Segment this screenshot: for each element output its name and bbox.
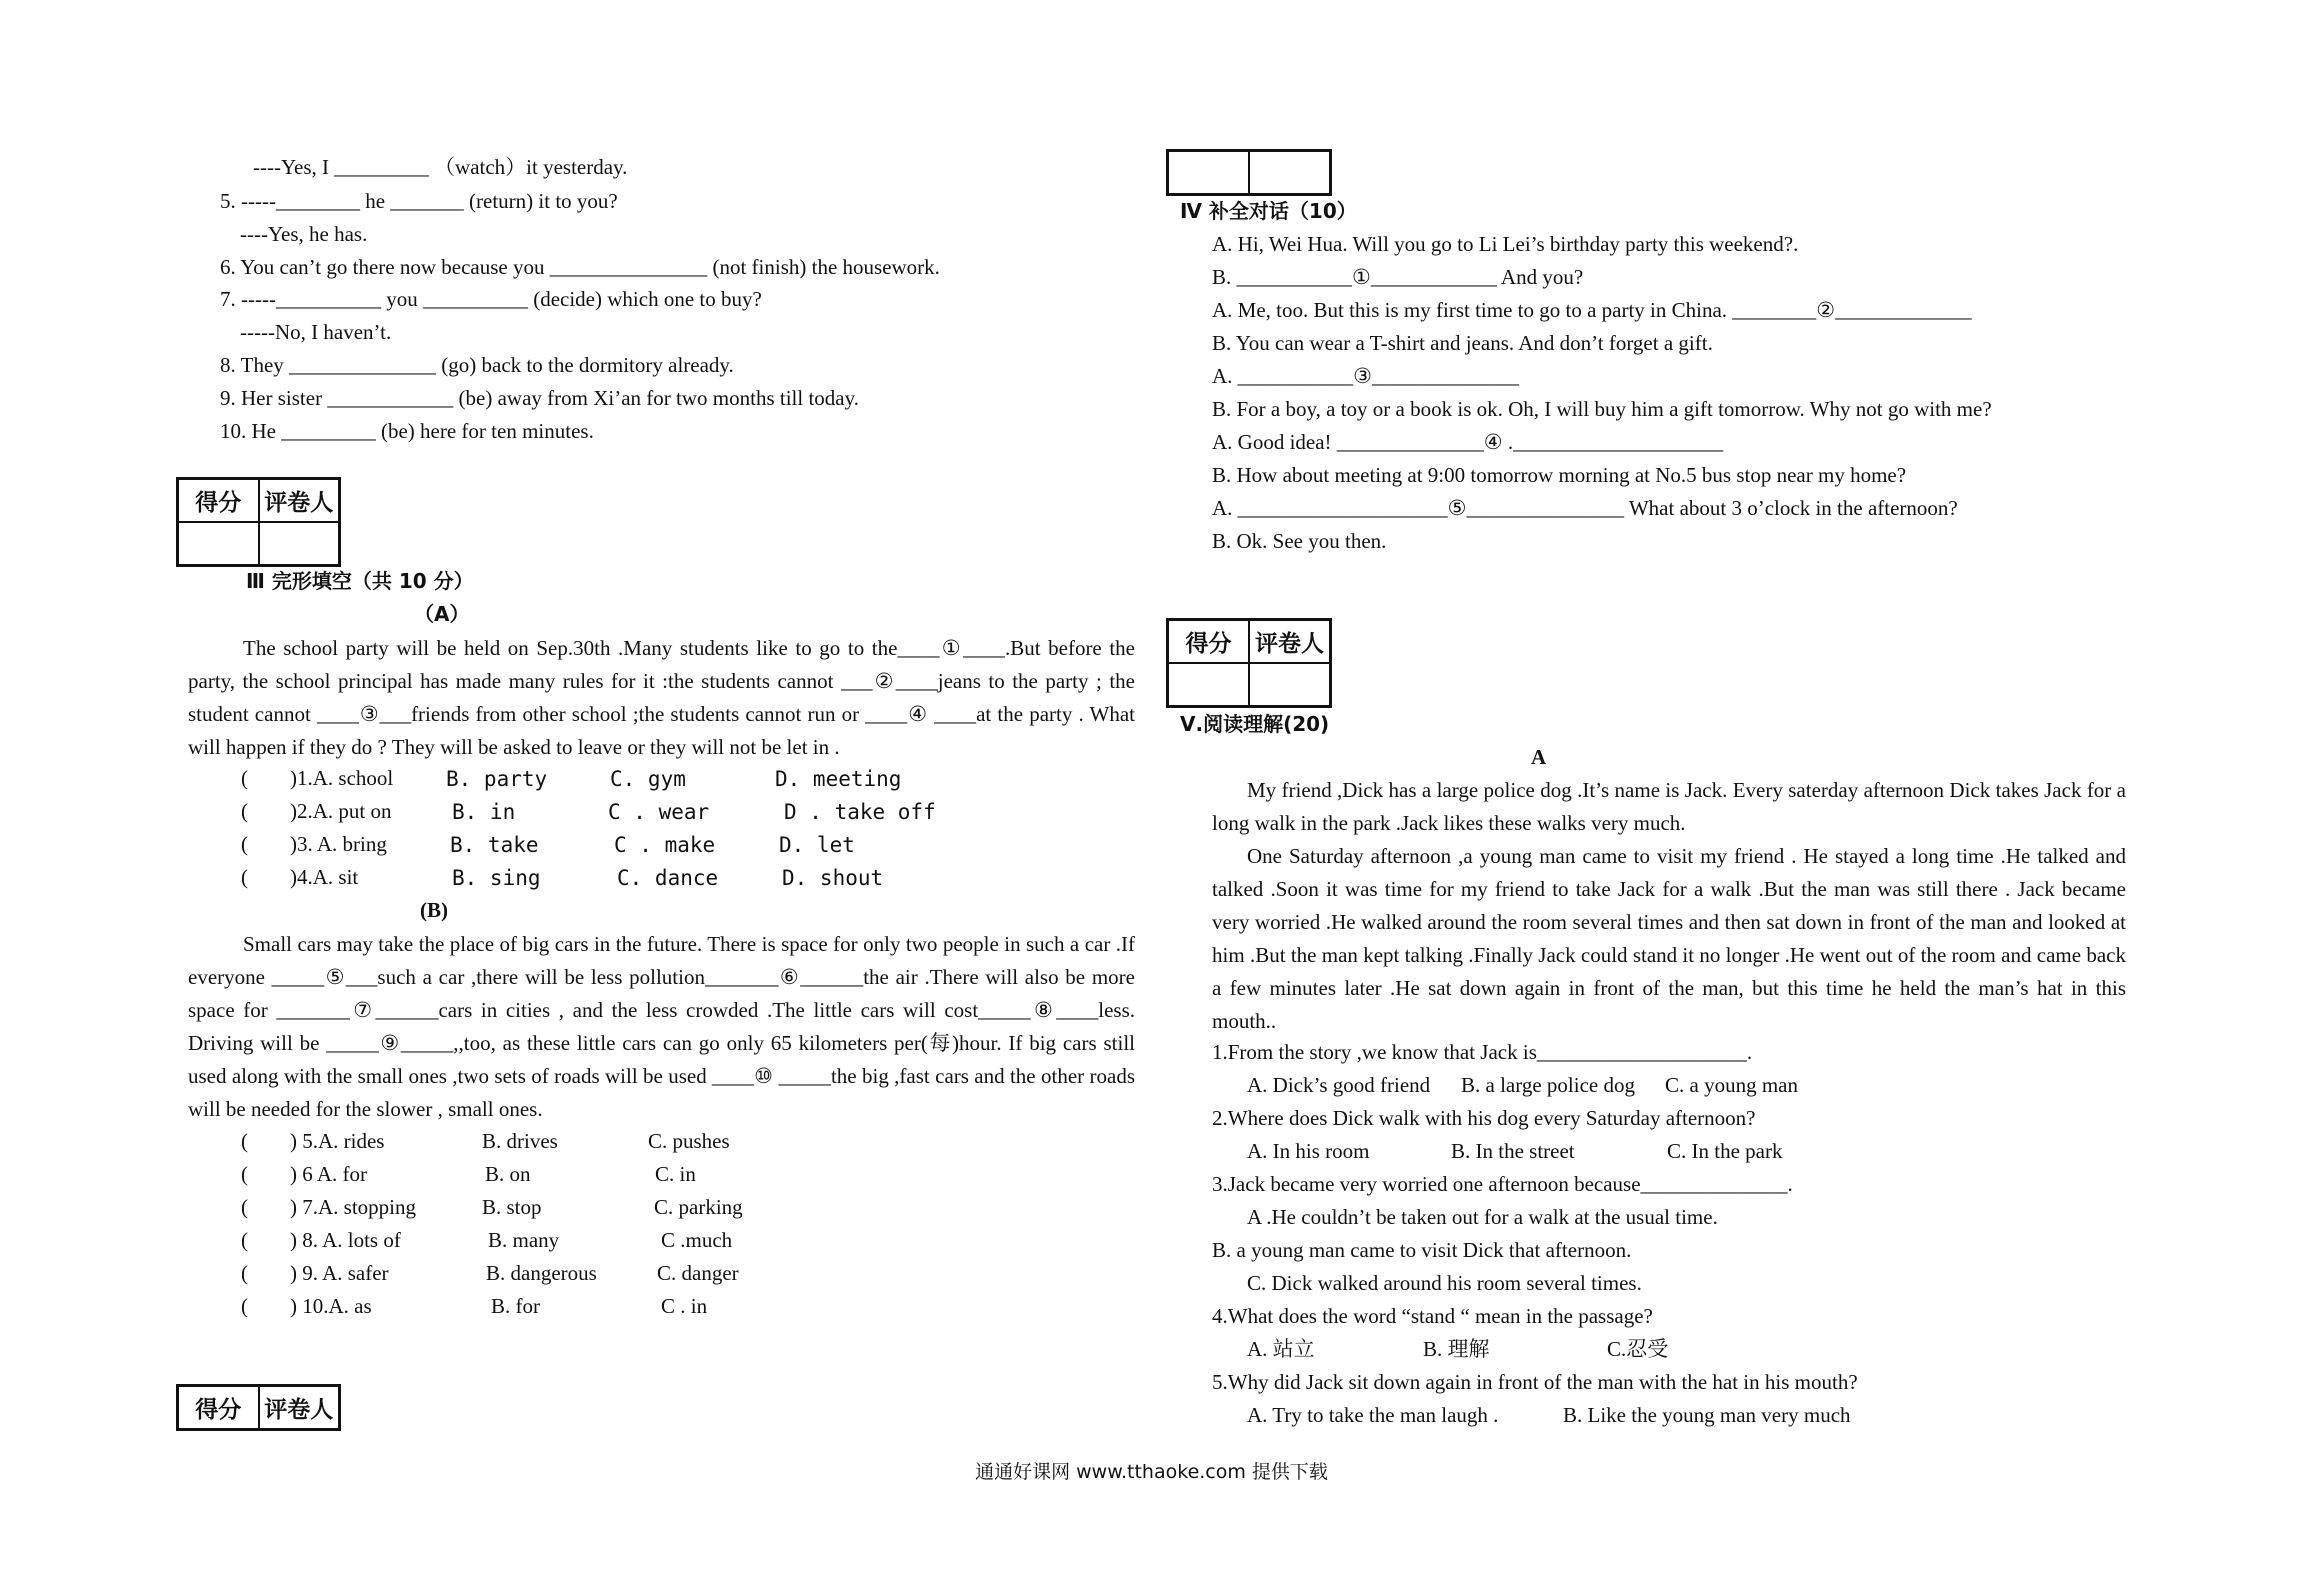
- q5-option-b[interactable]: B. Like the young man very much: [1563, 1403, 1851, 1427]
- score-label: 得分: [178, 479, 259, 522]
- option-b7-q: ( ) 7.A. stopping: [241, 1195, 416, 1219]
- option-b9-q: ( ) 9. A. safer: [241, 1261, 389, 1285]
- section5-title: Ⅴ.阅读理解(20): [1180, 712, 1330, 736]
- q3-option-b[interactable]: B. a young man came to visit Dick that afternoon.: [1212, 1238, 1632, 1262]
- grader-cell[interactable]: [1249, 663, 1330, 706]
- q3-option-c[interactable]: C. Dick walked around his room several times.: [1247, 1271, 1642, 1295]
- dialogue-line-9: B. Ok. See you then.: [1212, 529, 1387, 553]
- q4-line-5: -----No, I haven’t.: [240, 320, 392, 344]
- score-cell[interactable]: [178, 522, 259, 565]
- score-box-top-right: [1166, 149, 1332, 196]
- question-3: 3.Jack became very worried one afternoon because______________.: [1212, 1172, 1793, 1196]
- q1-option-b[interactable]: B. a large police dog: [1461, 1073, 1635, 1097]
- score-cell[interactable]: [1168, 663, 1249, 706]
- option-b9-b[interactable]: B. dangerous: [486, 1261, 597, 1285]
- option-a3-d[interactable]: D. let: [779, 833, 855, 857]
- passage-a-title: （A）: [414, 602, 470, 626]
- dialogue-line-5: B. For a boy, a toy or a book is ok. Oh, I will buy him a gift tomorrow. Why not go with me?: [1212, 397, 1992, 421]
- option-b8-c[interactable]: C .much: [661, 1228, 733, 1252]
- q4-line-8: 10. He _________ (be) here for ten minutes.: [220, 419, 594, 443]
- option-b10-q: ( ) 10.A. as: [241, 1294, 372, 1318]
- option-a1-q: ( )1.A. school: [241, 766, 394, 790]
- option-a1-d[interactable]: D. meeting: [775, 767, 902, 791]
- question-4: 4.What does the word “stand “ mean in the passage?: [1212, 1304, 1653, 1328]
- option-b7-c[interactable]: C. parking: [654, 1195, 743, 1219]
- option-a1-c[interactable]: C. gym: [610, 767, 686, 791]
- grader-label: 评卷人: [259, 479, 340, 522]
- q4-line-4: 7. -----__________ you __________ (decide) which one to buy?: [220, 287, 762, 311]
- q5-option-a[interactable]: A. Try to take the man laugh .: [1247, 1403, 1499, 1427]
- option-b5-b[interactable]: B. drives: [482, 1129, 558, 1153]
- option-a2-b[interactable]: B. in: [452, 800, 516, 824]
- score-box-2: [1166, 618, 1332, 708]
- option-a2-c[interactable]: C . wear: [608, 800, 710, 824]
- reading-paragraph-2: One Saturday afternoon ,a young man came to visit my friend . He stayed a long time .He talked and talked .Soon it was time for my friend to take Jack for a walk .But the man was still there . Jack became very worried .He walked around the room several times and then sat down in front of the man and looked at him .But the man kept talking .Finally Jack could stand it no longer .He went out of the room and came back a few minutes later .He sat down again in front of the man, but this time he held the man’s hat in this mouth..: [1212, 844, 2126, 1033]
- section4-title: Ⅳ 补全对话（10）: [1180, 199, 1357, 223]
- q2-option-a[interactable]: A. In his room: [1247, 1139, 1370, 1163]
- q4-line-2: ----Yes, he has.: [240, 222, 368, 246]
- option-b8-b[interactable]: B. many: [488, 1228, 560, 1252]
- q4-line-0: ----Yes, I _________ （watch）it yesterday.: [253, 155, 628, 179]
- option-a2-d[interactable]: D . take off: [784, 800, 936, 824]
- option-b6-b[interactable]: B. on: [485, 1162, 531, 1186]
- dialogue-line-1[interactable]: B. ___________①____________ And you?: [1212, 265, 1584, 289]
- dialogue-line-0: A. Hi, Wei Hua. Will you go to Li Lei’s birthday party this weekend?.: [1212, 232, 1799, 256]
- footer-credit: 通通好课网 www.tthaoke.com 提供下载: [975, 1461, 1328, 1483]
- option-b10-b[interactable]: B. for: [491, 1294, 540, 1318]
- dialogue-line-3: B. You can wear a T-shirt and jeans. And don’t forget a gift.: [1212, 331, 1713, 355]
- option-b10-c[interactable]: C . in: [661, 1294, 708, 1318]
- question-5: 5.Why did Jack sit down again in front of the man with the hat in his mouth?: [1212, 1370, 1858, 1394]
- q4-line-1: 5. -----________ he _______ (return) it to you?: [220, 189, 618, 213]
- q2-option-c[interactable]: C. In the park: [1667, 1139, 1783, 1163]
- q3-option-a[interactable]: A .He couldn’t be taken out for a walk at the usual time.: [1247, 1205, 1718, 1229]
- option-a2-q: ( )2.A. put on: [241, 799, 392, 823]
- grader-cell[interactable]: [1249, 151, 1330, 194]
- score-box-3: [176, 1384, 341, 1431]
- reading-paragraph-1: My friend ,Dick has a large police dog .It’s name is Jack. Every saterday afternoon Dick takes Jack for a long walk in the park .Jack likes these walks very much.: [1212, 778, 2126, 835]
- passage-a: The school party will be held on Sep.30th .Many students like to go to the____①____.But before the party, the school principal has made many rules for it :the students cannot ___②____jeans to the party ; the student cannot ____③___friends from other school ;the students cannot run or ____④ ____at the party . What will happen if they do ? They will be asked to leave or they will not be let in .: [188, 636, 1135, 759]
- q4-option-c[interactable]: C.忍受: [1607, 1337, 1669, 1361]
- dialogue-line-2[interactable]: A. Me, too. But this is my first time to go to a party in China. ________②_____________: [1212, 298, 1972, 322]
- passage-b: Small cars may take the place of big cars in the future. There is space for only two people in such a car .If everyone _____⑤___such a car ,there will be less pollution_______⑥______the air .There will also be more space for _______⑦______cars in cities , and the less crowded .The little cars will cost_____⑧____less. Driving will be _____⑨_____,,too, as these little cars can go only 65 kilometers per(每)hour. If big cars still used along with the small ones ,two sets of roads will be used ____⑩ _____the big ,fast cars and the other roads will be needed for the slower , small ones.: [188, 932, 1135, 1121]
- option-b5-c[interactable]: C. pushes: [648, 1129, 730, 1153]
- score-box-1: [176, 477, 341, 567]
- q4-option-a[interactable]: A. 站立: [1247, 1337, 1315, 1361]
- option-b7-b[interactable]: B. stop: [482, 1195, 542, 1219]
- reading-title: A: [1531, 745, 1547, 769]
- score-label: 得分: [178, 1386, 259, 1429]
- dialogue-line-6[interactable]: A. Good idea! ______________④ .____________________: [1212, 430, 1724, 454]
- q4-line-3: 6. You can’t go there now because you _______________ (not finish) the housework.: [220, 255, 940, 279]
- option-b9-c[interactable]: C. danger: [657, 1261, 739, 1285]
- dialogue-line-8[interactable]: A. ____________________⑤_______________ What about 3 o’clock in the afternoon?: [1212, 496, 1958, 520]
- option-b6-c[interactable]: C. in: [655, 1162, 696, 1186]
- dialogue-line-4[interactable]: A. ___________③______________: [1212, 364, 1519, 388]
- option-a3-c[interactable]: C . make: [614, 833, 716, 857]
- passage-b-title: (B): [420, 898, 448, 922]
- question-1: 1.From the story ,we know that Jack is____________________.: [1212, 1040, 1753, 1064]
- option-b6-q: ( ) 6 A. for: [241, 1162, 367, 1186]
- grader-label: 评卷人: [259, 1386, 340, 1429]
- q2-option-b[interactable]: B. In the street: [1451, 1139, 1575, 1163]
- grader-cell[interactable]: [259, 522, 340, 565]
- grader-label: 评卷人: [1249, 620, 1330, 663]
- score-cell[interactable]: [1168, 151, 1249, 194]
- option-a3-b[interactable]: B. take: [450, 833, 539, 857]
- q4-line-7: 9. Her sister ____________ (be) away from Xi’an for two months till today.: [220, 386, 860, 410]
- option-b8-q: ( ) 8. A. lots of: [241, 1228, 401, 1252]
- dialogue-line-7: B. How about meeting at 9:00 tomorrow morning at No.5 bus stop near my home?: [1212, 463, 1907, 487]
- option-a4-d[interactable]: D. shout: [782, 866, 884, 890]
- option-a3-q: ( )3. A. bring: [241, 832, 387, 856]
- score-label: 得分: [1168, 620, 1249, 663]
- q4-option-b[interactable]: B. 理解: [1423, 1337, 1490, 1361]
- q1-option-c[interactable]: C. a young man: [1665, 1073, 1798, 1097]
- q1-option-a[interactable]: A. Dick’s good friend: [1247, 1073, 1431, 1097]
- option-b5-q: ( ) 5.A. rides: [241, 1129, 385, 1153]
- option-a4-q: ( )4.A. sit: [241, 865, 359, 889]
- question-2: 2.Where does Dick walk with his dog every Saturday afternoon?: [1212, 1106, 1756, 1130]
- section3-title: Ⅲ 完形填空（共 10 分）: [246, 569, 474, 593]
- option-a4-c[interactable]: C. dance: [617, 866, 719, 890]
- q4-line-6: 8. They ______________ (go) back to the dormitory already.: [220, 353, 734, 377]
- option-a1-b[interactable]: B. party: [446, 767, 548, 791]
- option-a4-b[interactable]: B. sing: [452, 866, 541, 890]
